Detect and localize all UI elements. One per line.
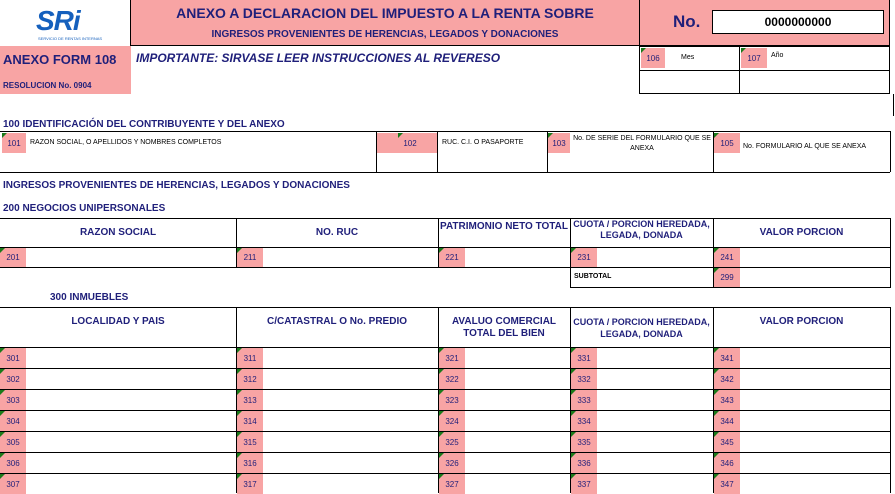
s200-h3 [570,287,890,288]
section-100-title: 100 IDENTIFICACIÓN DEL CONTRIBUYENTE Y DEL ANEXO [3,119,285,130]
field-code-343: 343 [714,390,740,410]
field-code-345: 345 [714,432,740,452]
field-code-322: 322 [439,369,465,389]
s200-h2 [0,267,890,268]
logo [32,3,103,43]
field-code-304: 304 [0,411,26,431]
s200-top [0,218,890,219]
field-code-307: 307 [0,474,26,494]
field-code-323: 323 [439,390,465,410]
field-code-305: 305 [0,432,26,452]
col-cuota: CUOTA / PORCION HEREDADA, LEGADA, DONADA [573,219,710,240]
field-code-303: 303 [0,390,26,410]
number-label: No. [673,12,701,31]
field-code-337: 337 [571,474,597,494]
resolution: RESOLUCION No. 0904 [3,81,92,90]
field-code-315: 315 [237,432,263,452]
field-code-317: 317 [237,474,263,494]
field-code-103: 103 [548,133,570,153]
field-code-211: 211 [237,248,263,267]
ruc-label: RUC. C.I. O PASAPORTE [442,139,524,146]
field-code-344: 344 [714,411,740,431]
field-code-231: 231 [571,248,597,267]
mes-label: Mes [681,54,695,61]
field-code-333: 333 [571,390,597,410]
form-title: ANEXO A DECLARACION DEL IMPUESTO A LA RENTA SOBRE [176,5,594,21]
div-102 [437,131,438,172]
field-code-102: 102 [398,133,422,153]
field-code-301: 301 [0,348,26,368]
serie-label: No. DE SERIE DEL FORMULARIO QUE SE ANEXA [573,135,711,152]
col-valor-300: VALOR PORCION [759,316,844,327]
form-subtitle: INGRESOS PROVENIENTES DE HERENCIAS, LEGADOS Y DONACIONES [211,29,559,40]
section-100-top [0,131,890,132]
field-code-101: 101 [2,133,26,153]
div-end [890,131,891,172]
field-code-334: 334 [571,411,597,431]
subtotal-label: SUBTOTAL [574,273,612,280]
col-no-ruc: NO. RUC [315,227,359,238]
form-name: ANEXO FORM 108 [3,52,117,67]
field-code-107: 107 [741,48,767,68]
field-code-325: 325 [439,432,465,452]
col-avaluo: AVALUO COMERCIAL TOTAL DEL BIEN [451,316,557,339]
field-code-105: 105 [714,133,740,153]
form-number-field[interactable]: 0000000000 [712,10,884,34]
s300-v5 [890,307,891,493]
field-code-306: 306 [0,453,26,473]
field-code-341: 341 [714,348,740,368]
field-code-321: 321 [439,348,465,368]
field-code-313: 313 [237,390,263,410]
section-100-bottom [0,172,890,173]
s300-top [0,307,890,308]
anio-label: Año [771,52,784,59]
field-code-314: 314 [237,411,263,431]
important-note: IMPORTANTE: SIRVASE LEER INSTRUCCIONES AL REVERESO [136,51,501,65]
ingresos-title: INGRESOS PROVENIENTES DE HERENCIAS, LEGADOS Y DONACIONES [3,180,350,191]
field-code-312: 312 [237,369,263,389]
field-code-311: 311 [237,348,263,368]
field-code-299: 299 [714,268,740,287]
col-cuota-300: CUOTA / PORCION HEREDADA, LEGADA, DONADA [573,317,710,339]
field-code-326: 326 [439,453,465,473]
field-code-331: 331 [571,348,597,368]
field-code-342: 342 [714,369,740,389]
col-valor: VALOR PORCION [759,227,844,238]
field-code-335: 335 [571,432,597,452]
formulario-label: No. FORMULARIO AL QUE SE ANEXA [743,143,867,150]
col-patrimonio: PATRIMONIO NETO TOTAL [440,221,568,232]
col-razon-social: RAZON SOCIAL [79,227,157,238]
period-hline [639,70,890,71]
sri-logo-icon: SRi [36,5,80,36]
field-code-302: 302 [0,369,26,389]
logo-subtext: SERVICIO DE RENTAS INTERNAS [38,36,103,41]
field-code-241: 241 [714,248,740,267]
s200-v5 [890,218,891,288]
field-code-316: 316 [237,453,263,473]
field-code-201: 201 [0,248,26,267]
field-code-346: 346 [714,453,740,473]
right-edge [893,94,894,116]
field-code-106: 106 [641,48,665,68]
field-code-221: 221 [439,248,465,267]
field-code-347: 347 [714,474,740,494]
field-code-332: 332 [571,369,597,389]
field-code-324: 324 [439,411,465,431]
field-code-327: 327 [439,474,465,494]
razon-social-label: RAZON SOCIAL, O APELLIDOS Y NOMBRES COMPLETOS [30,139,222,146]
field-code-336: 336 [571,453,597,473]
col-catastral: C/CATASTRAL O No. PREDIO [267,316,407,327]
section-200-title: 200 NEGOCIOS UNIPERSONALES [3,203,166,214]
col-localidad: LOCALIDAD Y PAIS [71,316,165,327]
section-300-title: 300 INMUEBLES [50,292,129,303]
